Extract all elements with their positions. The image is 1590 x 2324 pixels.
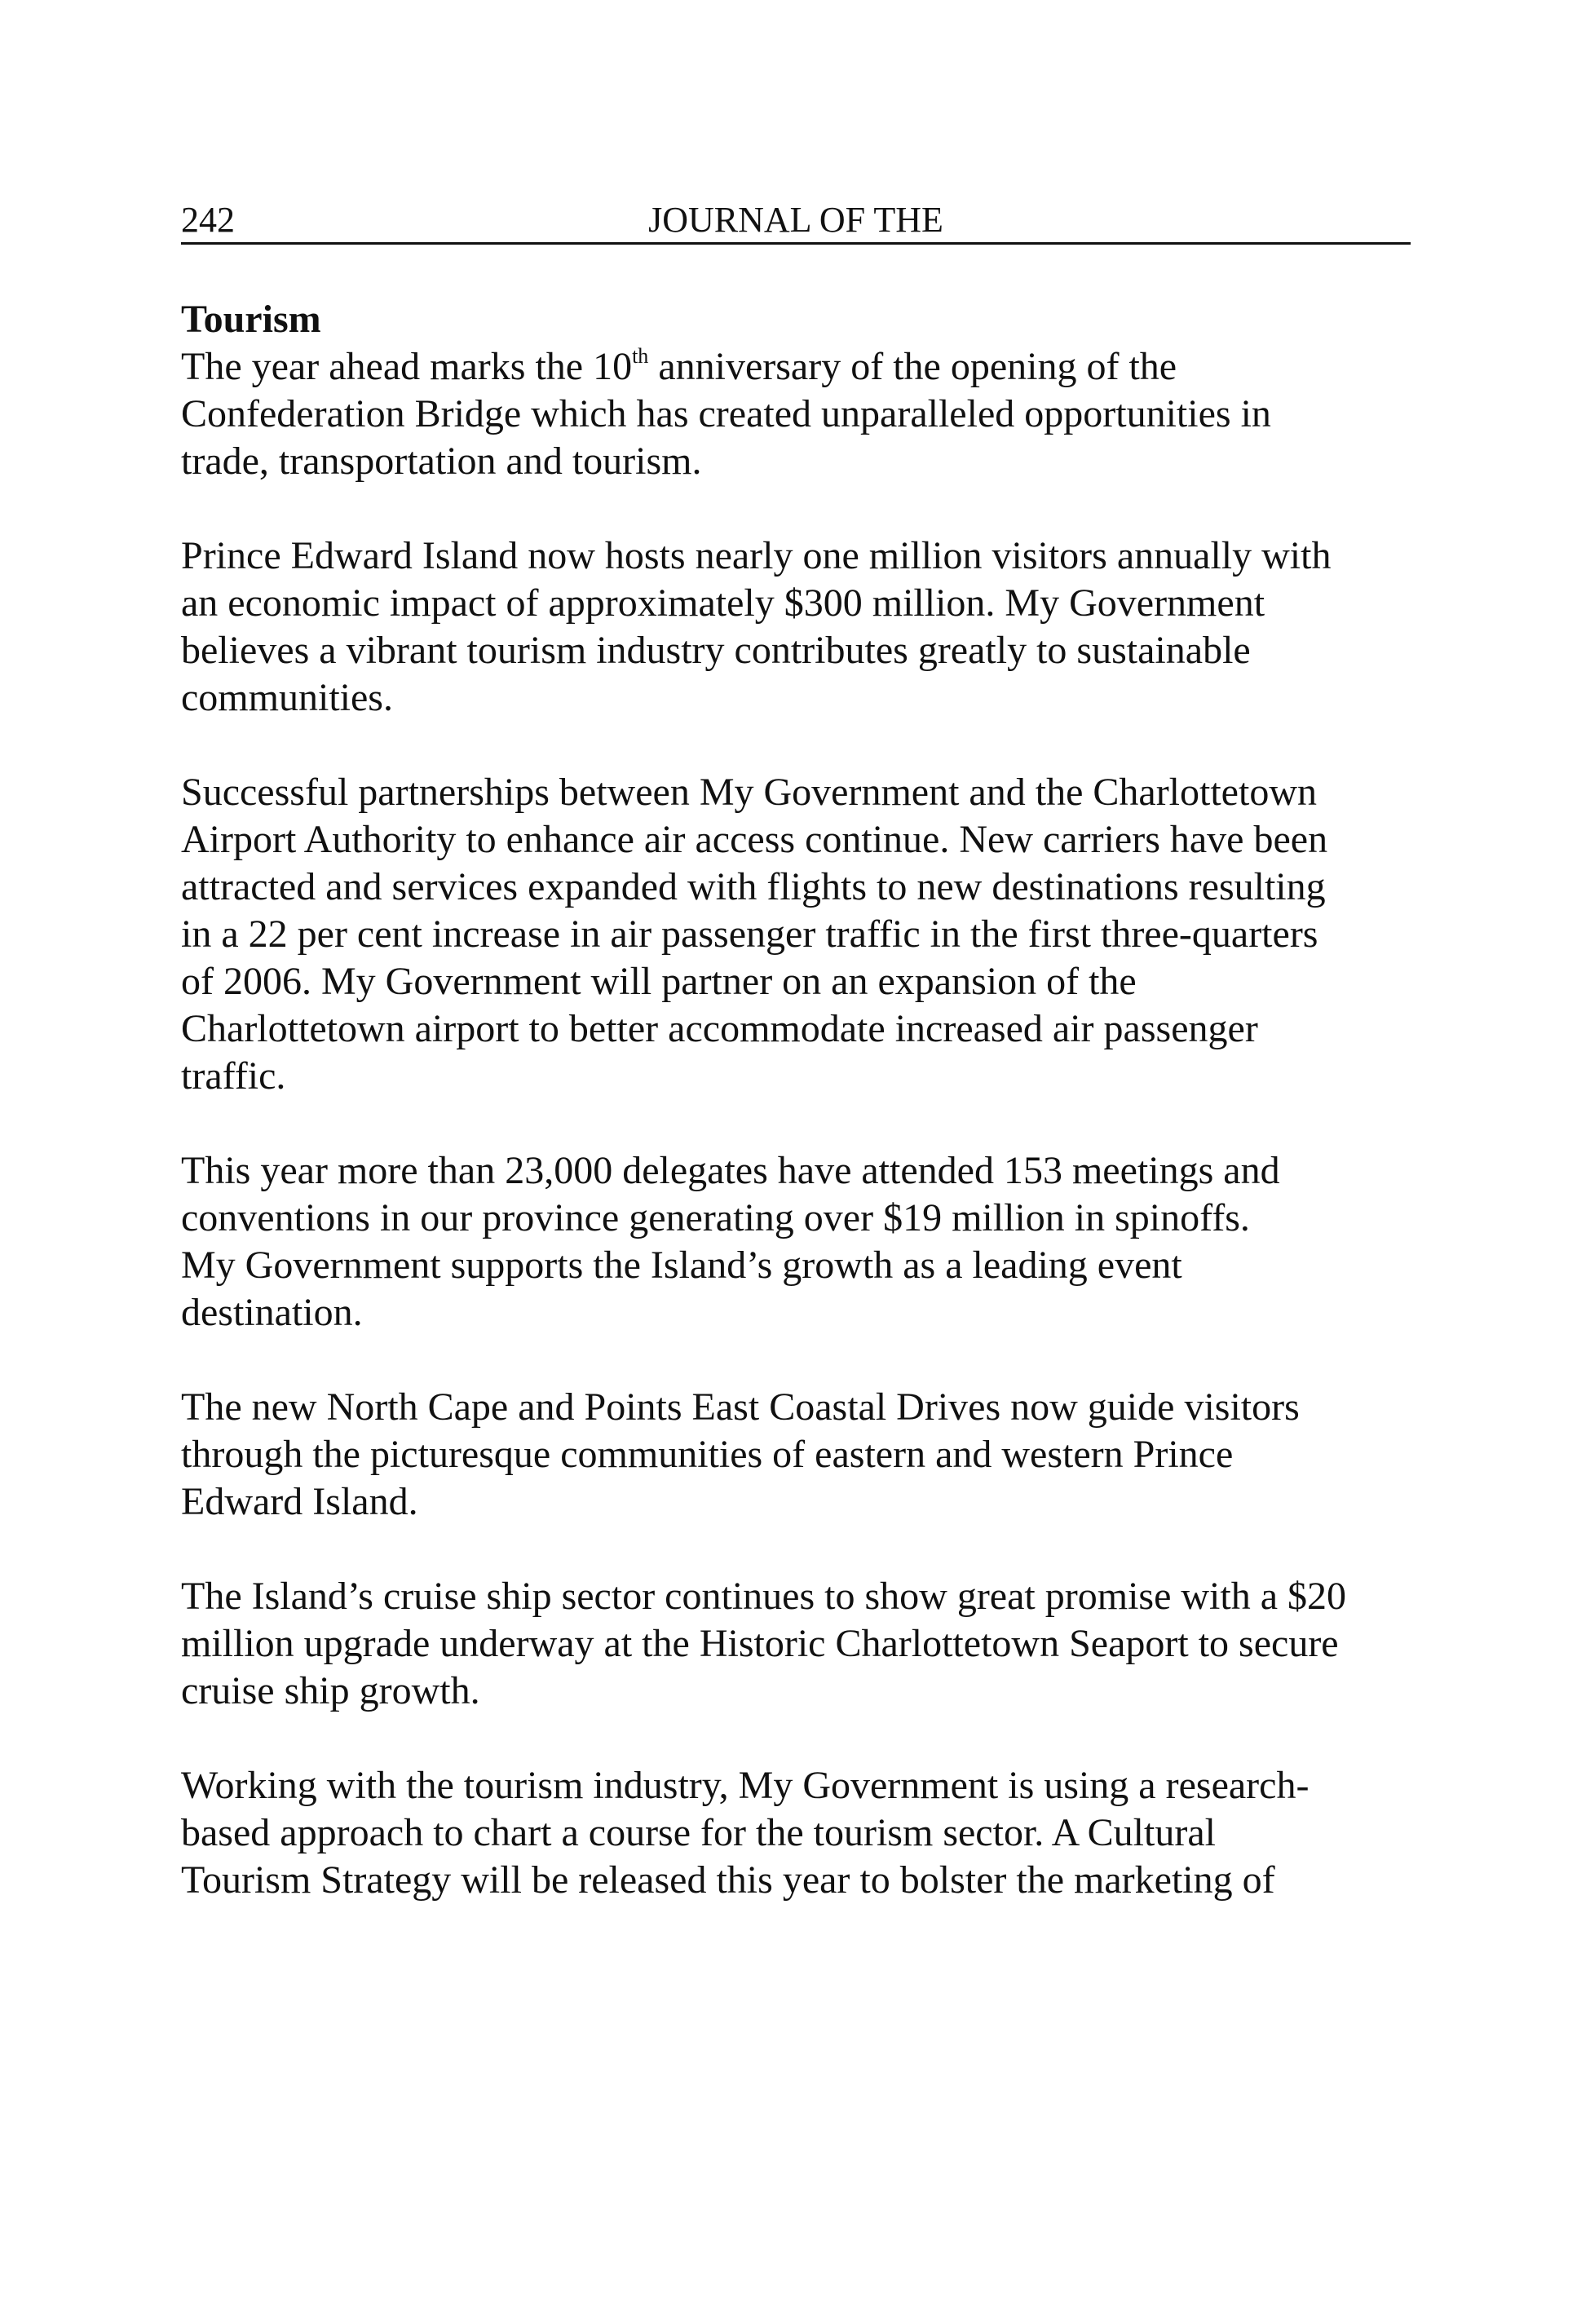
paragraph-line: cruise ship growth.	[181, 1669, 480, 1712]
paragraph-line: in a 22 per cent increase in air passenger traffic in the first three-quarters	[181, 912, 1318, 956]
paragraph-line: conventions in our province generating over $19 million in spinoffs.	[181, 1196, 1250, 1239]
paragraph-line: Successful partnerships between My Government and the Charlottetown	[181, 771, 1317, 814]
paragraph-line: attracted and services expanded with flights to new destinations resulting	[181, 865, 1326, 908]
paragraph-line: Confederation Bridge which has created unparalleled opportunities in	[181, 392, 1271, 435]
paragraph-line: Tourism Strategy will be released this year to bolster the marketing of	[181, 1858, 1275, 1902]
paragraph-line: million upgrade underway at the Historic Charlottetown Seaport to secure	[181, 1622, 1339, 1665]
ordinal-superscript: th	[632, 344, 649, 368]
page-header	[181, 198, 1411, 245]
paragraph-line: The new North Cape and Points East Coastal Drives now guide visitors	[181, 1385, 1300, 1429]
paragraph-line: This year more than 23,000 delegates have attended 153 meetings and	[181, 1149, 1280, 1192]
paragraph-line: of 2006. My Government will partner on an expansion of the	[181, 960, 1137, 1003]
paragraph-line: communities.	[181, 676, 393, 719]
paragraph-line: Charlottetown airport to better accommodate increased air passenger	[181, 1007, 1258, 1050]
line-text: The year ahead marks the 10	[181, 345, 633, 388]
page-number: 242	[181, 200, 235, 240]
paragraph-line: believes a vibrant tourism industry contributes greatly to sustainable	[181, 629, 1251, 672]
paragraph-line: My Government supports the Island’s growth as a leading event	[181, 1244, 1182, 1287]
paragraph-line: through the picturesque communities of eastern and western Prince	[181, 1433, 1234, 1476]
paragraph	[181, 532, 1420, 722]
paragraph	[181, 1384, 1420, 1526]
paragraph-line: Working with the tourism industry, My Government is using a research-	[181, 1764, 1310, 1807]
section-heading: Tourism	[181, 298, 321, 341]
paragraph-line: Edward Island.	[181, 1480, 418, 1523]
paragraph-line: destination.	[181, 1291, 363, 1334]
line-text: anniversary of the opening of the	[648, 345, 1177, 388]
paragraph	[181, 1573, 1420, 1715]
paragraph	[181, 769, 1420, 1100]
paragraph-line: traffic.	[181, 1054, 286, 1098]
paragraph-line	[181, 343, 1420, 391]
paragraph-line: Airport Authority to enhance air access continue. New carriers have been	[181, 818, 1328, 861]
paragraph	[181, 1762, 1420, 1904]
paragraph-line: trade, transportation and tourism.	[181, 440, 702, 483]
paragraph	[181, 1147, 1420, 1337]
paragraph-line: an economic impact of approximately $300 million. My Government	[181, 581, 1265, 625]
paragraph-line: based approach to chart a course for the tourism sector. A Cultural	[181, 1811, 1216, 1854]
paragraph-line: The Island’s cruise ship sector continues to show great promise with a $20	[181, 1575, 1347, 1618]
paragraph-line: Prince Edward Island now hosts nearly one million visitors annually with	[181, 534, 1332, 577]
running-head: JOURNAL OF THE	[648, 200, 943, 240]
paragraph	[181, 343, 1420, 485]
document-body	[181, 296, 1420, 1951]
